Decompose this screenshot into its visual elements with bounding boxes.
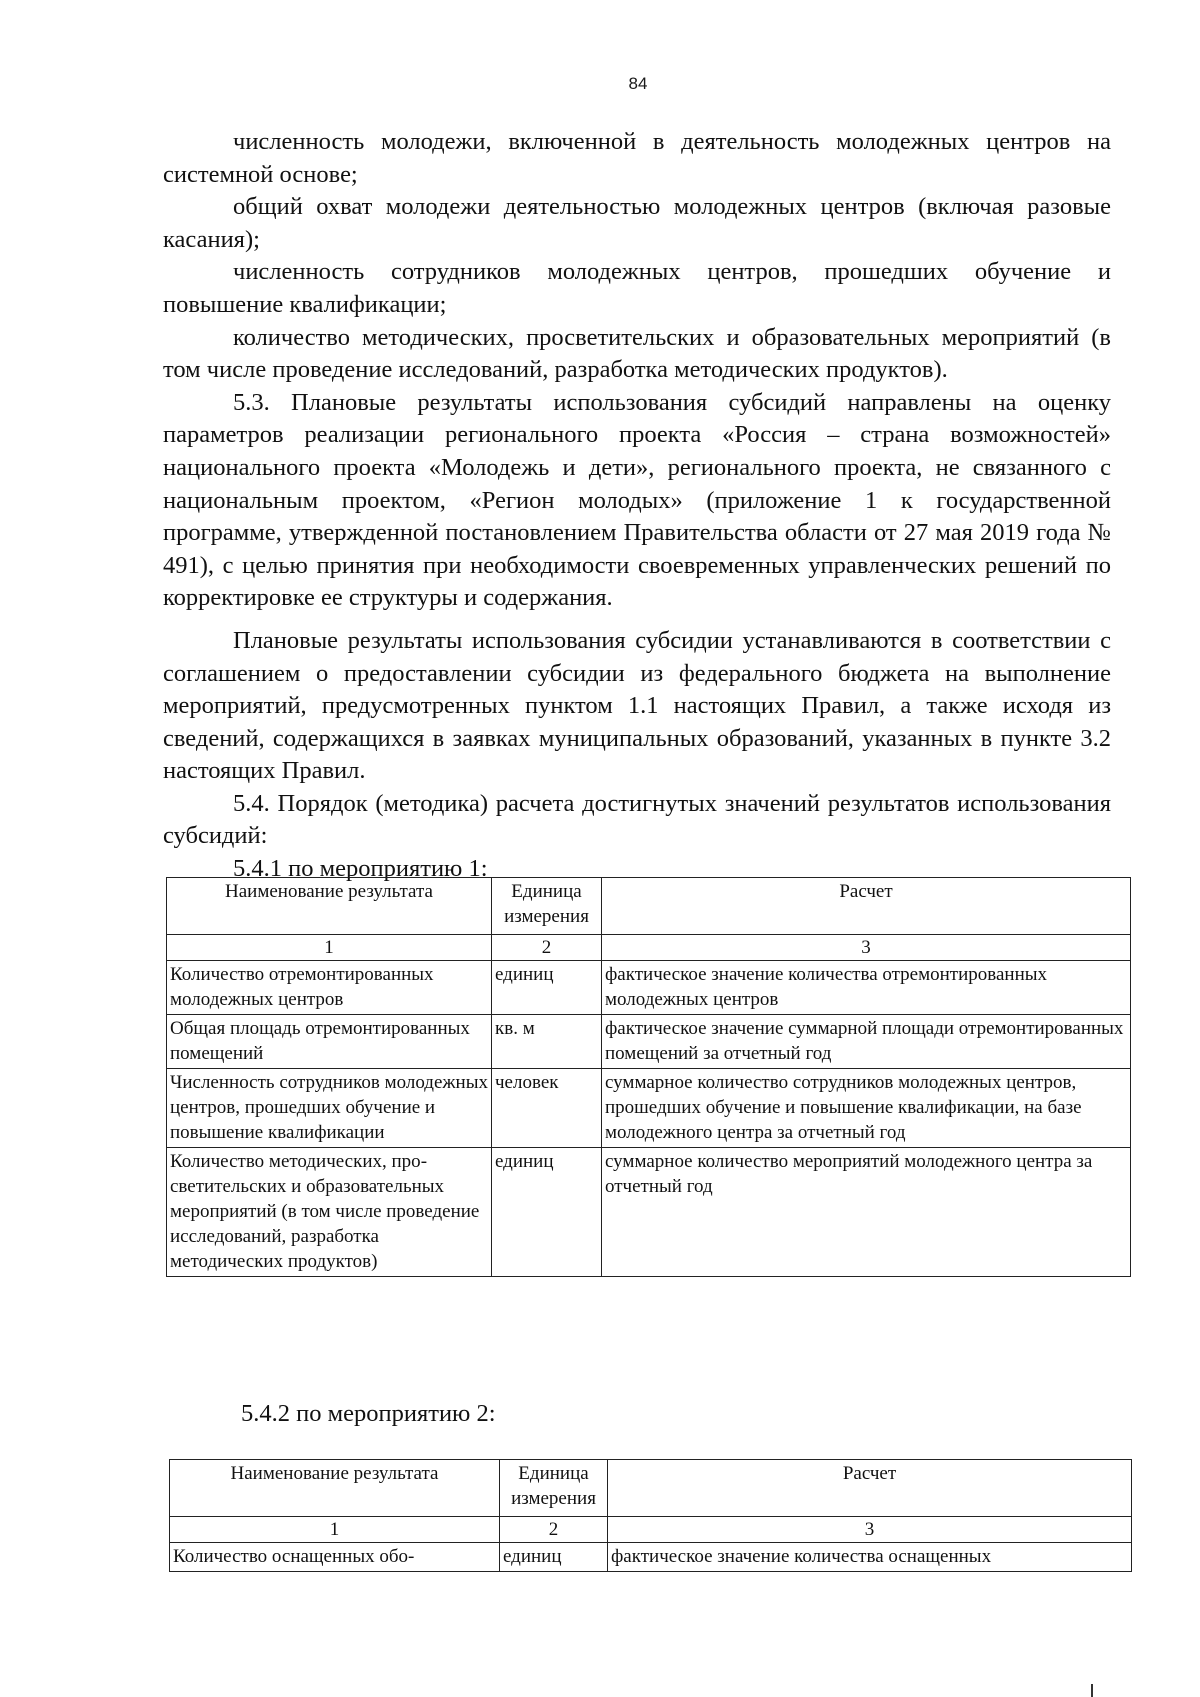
results-table-1 [166, 877, 1131, 1277]
table-row [167, 1148, 1131, 1277]
column-number: 3 [602, 935, 1131, 961]
unit-cell: кв. м [492, 1015, 602, 1069]
scan-edge-mark [1091, 1684, 1093, 1697]
calculation-cell: фактическое значение количества отремонтированных молодежных центров [602, 961, 1131, 1015]
calculation-cell: суммарное количество сотрудников молодежных центров, прошедших обучение и повышение квалификации, на базе молодежного центра за отчетный год [602, 1069, 1131, 1148]
calculation-cell: фактическое значение суммарной площади отремонтированных помещений за отчетный год [602, 1015, 1131, 1069]
header-unit: Единица измерения [492, 878, 602, 935]
unit-cell: единиц [492, 961, 602, 1015]
paragraph-methodical-events: количество методических, просветительских и образовательных мероприятий (в том числе проведение исследований, разработка методических продуктов). [163, 323, 1111, 384]
paragraph-5-4: 5.4. Порядок (методика) расчета достигнутых значений результатов использования субсидий: [163, 789, 1111, 850]
paragraph-planned-results: Плановые результаты использования субсидии устанавливаются в соответствии с соглашением о предоставлении субсидии из федерального бюджета на выполнение мероприятий, предусмотренных пунктом 1.1 настоящих Правил, а также исходя из сведений, содержащихся в заявках муниципальных образований, указанных в пункте 3.2 настоящих Правил. [163, 626, 1111, 785]
calculation-cell: суммарное количество мероприятий молодежного центра за отчетный год [602, 1148, 1131, 1277]
header-result-name: Наименование результата [170, 1460, 500, 1517]
heading-5-4-2: 5.4.2 по мероприятию 2: [241, 1400, 496, 1427]
column-number: 3 [608, 1517, 1132, 1543]
unit-cell: единиц [492, 1148, 602, 1277]
header-unit: Единица измерения [500, 1460, 608, 1517]
header-calculation: Расчет [602, 878, 1131, 935]
unit-cell: единиц [500, 1543, 608, 1572]
table-row [170, 1543, 1132, 1572]
result-name-cell: Общая площадь отремонтированных помещений [167, 1015, 492, 1069]
table-row [167, 961, 1131, 1015]
table-number-row [167, 935, 1131, 961]
header-calculation: Расчет [608, 1460, 1132, 1517]
body-text [163, 126, 1111, 886]
unit-cell: человек [492, 1069, 602, 1148]
table-row [167, 1069, 1131, 1148]
column-number: 1 [167, 935, 492, 961]
paragraph-5-3: 5.3. Плановые результаты использования субсидий направлены на оценку параметров реализации регионального проекта «Россия – страна возможностей» национального проекта «Молодежь и дети», регионального проекта, не связанного с национальным проектом, «Регион молодых» (приложение 1 к государственной программе, утвержденной постановлением Правительства области от 27 мая 2019 года № 491), с целью принятия при необходимости своевременных управленческих решений по корректировке ее структуры и содержания. [163, 388, 1111, 612]
table-header-row [167, 878, 1131, 935]
column-number: 2 [492, 935, 602, 961]
calculation-cell: фактическое значение количества оснащенных [608, 1543, 1132, 1572]
result-name-cell: Количество отремонтированных молодежных центров [167, 961, 492, 1015]
table-header-row [170, 1460, 1132, 1517]
result-name-cell: Количество методических, просветительских и образовательных мероприятий (в том числе проведение исследований, разработка методических продуктов) [167, 1148, 492, 1277]
result-name-cell: Количество оснащенных обо- [170, 1543, 500, 1572]
paragraph-youth-coverage: общий охват молодежи деятельностью молодежных центров (включая разовые касания); [163, 193, 1111, 253]
column-number: 1 [170, 1517, 500, 1543]
table-row [167, 1015, 1131, 1069]
paragraph-youth-count: численность молодежи, включенной в деятельность молодежных центров на системной основе; [163, 128, 1111, 188]
results-table-2 [169, 1459, 1132, 1572]
result-name-cell: Численность сотрудников молодежных центров, прошедших обучение и повышение квалификации [167, 1069, 492, 1148]
heading-5-4-1: 5.4.1 по мероприятию 1: [233, 855, 488, 883]
paragraph-staff-training: численность сотрудников молодежных центров, прошедших обучение и повышение квалификации; [163, 258, 1111, 318]
page-number: 84 [628, 74, 648, 93]
table-number-row [170, 1517, 1132, 1543]
column-number: 2 [500, 1517, 608, 1543]
header-result-name: Наименование результата [167, 878, 492, 935]
